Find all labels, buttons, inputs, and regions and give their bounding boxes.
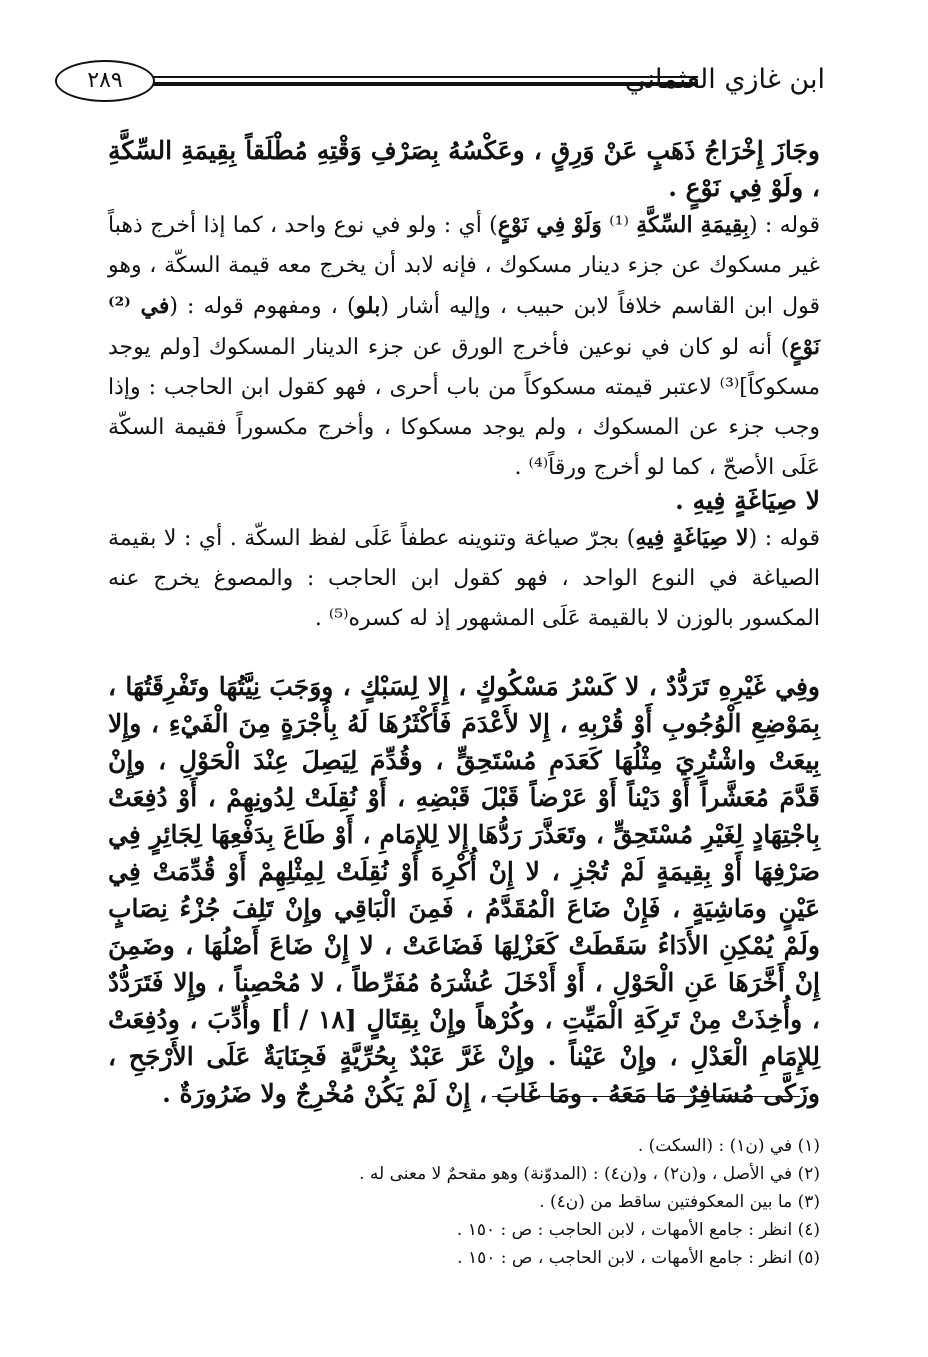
footnote-item: (١) في (ن١) : (السكت) . — [637, 1136, 820, 1156]
quoted-matn: بِقِيمَةِ السِّكَّةِ — [636, 212, 749, 238]
header-rule-thin — [153, 76, 698, 78]
commentary-paragraph-2 — [108, 518, 820, 639]
footnote-item: (٥) انظر : جامع الأمهات ، لابن الحاجب ، ص : ١٥٠ . — [457, 1248, 820, 1268]
running-title: ابن غازي العثماني — [624, 64, 825, 95]
commentary-text: ) بجرّ صياغة وتنوينه عطفاً عَلَى لفظ السكّة . أي : لا بقيمة الصياغة في النوع الواحد ، فهو كقول ابن الحاجب : والمصوغ يخرج عنه المكسور بالوزن لا بالقيمة عَلَى المشهور إذ له كسره⁽⁵⁾ . — [108, 526, 820, 631]
quoted-matn: بلو — [355, 293, 381, 319]
commentary-paragraph-1 — [108, 205, 820, 488]
commentary-text: قوله : ( — [748, 526, 820, 551]
quoted-matn: وَلَوْ فِي نَوْعٍ — [497, 212, 602, 238]
footnote-item: (٤) انظر : جامع الأمهات ، لابن الحاجب : ص : ١٥٠ . — [456, 1220, 820, 1240]
header-rule-thick — [153, 82, 698, 86]
commentary-text: قوله : ( — [748, 213, 820, 238]
quoted-matn: في ⁽²⁾ نَوْعٍ — [108, 293, 820, 360]
quoted-matn: لا صِيَاغَةٍ فِيهِ — [635, 525, 749, 551]
commentary-text: ) أنه لو كان في نوعين فأخرج الورق عن جزء الدينار المسكوك [ولم يوجد مسكوكاً]⁽³⁾ لاعتبر قيمته مسكوكاً من باب أحرى ، فهو كقول ابن الحاجب : وإذا وجب جزء عن المسكوك ، ولم يوجد مسكوكا ، وأخرج مكسوراً فقيمة السكّة عَلَى الأصحّ ، كما لو أخرج ورقاً⁽⁴⁾ . — [108, 335, 820, 480]
commentary-text: ) ، ومفهوم قوله : ( — [169, 294, 356, 319]
page-header — [55, 60, 825, 112]
matn-text-3: وفِي غَيْرِهِ تَرَدُّدٌ ، لا كَسْرُ مَسْكُوكٍ ، إِلا لِسَبْكٍ ، ووَجَبَ نِيَّتُهَا وتَفْرِقَتُهَا ، بِمَوْضِعِ الْوُجُوبِ أَوْ قُرْبِهِ ، إِلا لأَعْدَمَ فَأَكْثَرُهَا لَهُ بِأُجْرَةٍ مِنَ الْفَيْءِ ، وإِلا بِيعَتْ واشْتُرِيَ مِثْلُهَا كَعَدَمِ مُسْتَحِقٍّ ، وقُدِّمَ لِيَصِلَ عِنْدَ الْحَوْلِ ، وإِنْ قَدَّمَ مُعَشَّراً أَوْ دَيْناً أَوْ عَرْضاً قَبْلَ قَبْضِهِ ، أَوْ نُقِلَتْ لِدُونِهِمْ ، أَوْ دُفِعَتْ بِاجْتِهَادٍ لِغَيْرِ مُسْتَحِقٍّ ، وتَعَذَّرَ رَدُّهَا إِلا لِلإِمَامِ ، أَوْ طَاعَ بِدَفْعِهَا لِجَائِرٍ فِي صَرْفِهَا أَوْ بِقِيمَةٍ لَمْ تُجْزِ ، لا إِنْ أُكْرِهَ أَوْ نُقِلَتْ لِمِثْلِهِمْ أَوْ قُدِّمَتْ فِي عَيْنٍ ومَاشِيَةٍ ، فَإِنْ ضَاعَ الْمُقَدَّمُ ، فَمِنَ الْبَاقِي وإِنْ تَلِفَ جُزْءُ نِصَابٍ ولَمْ يُمْكِنِ الأَدَاءُ سَقَطَتْ كَعَزْلِهَا فَضَاعَتْ ، لا إِنْ ضَاعَ أَصْلُهَا ، وضَمِنَ إِنْ أَخَّرَهَا عَنِ الْحَوْلِ ، أَوْ أَدْخَلَ عُشْرَهُ مُفَرِّطاً ، لا مُحْصِناً ، وإِلا فَتَرَدُّدٌ ، وأُخِذَتْ مِنْ تَرِكَةِ الْمَيِّتِ ، وكُرْهاً وإِنْ بِقِتَالٍ [١٨ / أ] وأُدِّبَ ، ودُفِعَتْ لِلإِمَامِ الْعَدْلِ ، وإِنْ عَيْناً . وإِنْ غَرَّ عَبْدٌ بِحُرِّيَّةٍ فَجِنَايَةٌ عَلَى الأَرْجَحِ ، وزَكَّى مُسَافِرٌ مَا مَعَهُ . ومَا غَابَ ، إِنْ لَمْ يَكُنْ مُخْرِجٌ ولا ضَرُورَةٌ . — [108, 672, 820, 1108]
matn-text-1: وجَازَ إِخْرَاجُ ذَهَبٍ عَنْ وَرِقٍ ، وعَكْسُهُ بِصَرْفِ وَقْتِهِ مُطْلَقاً بِقِيمَةِ السِّكَّةِ ، ولَوْ فِي نَوْعٍ . — [108, 136, 820, 202]
footnote-ref: ⁽¹⁾ — [601, 213, 637, 238]
footnote-separator — [492, 1096, 800, 1097]
footnotes — [260, 1132, 820, 1272]
page-number: ٢٨٩ — [55, 60, 155, 102]
matn-text-2: لا صِيَاغَةٍ فِيهِ . — [675, 486, 820, 515]
footnote-item: (٢) في الأصل ، و(ن٢) ، و(ن٤) : (المدوّنة) وهو مقحمٌ لا معنى له . — [359, 1164, 820, 1184]
footnote-item: (٣) ما بين المعكوفتين ساقط من (ن٤) . — [539, 1192, 820, 1212]
commentary-text: ) أي : ولو في نوع واحد ، كما إذا أخرج ذهباً غير مسكوك عن جزء دينار مسكوك ، فإنه لابد أن يخرج معه قيمة السكّة ، وهو قول ابن القاسم خلافاً لابن حبيب ، وإليه أشار ( — [108, 213, 820, 319]
